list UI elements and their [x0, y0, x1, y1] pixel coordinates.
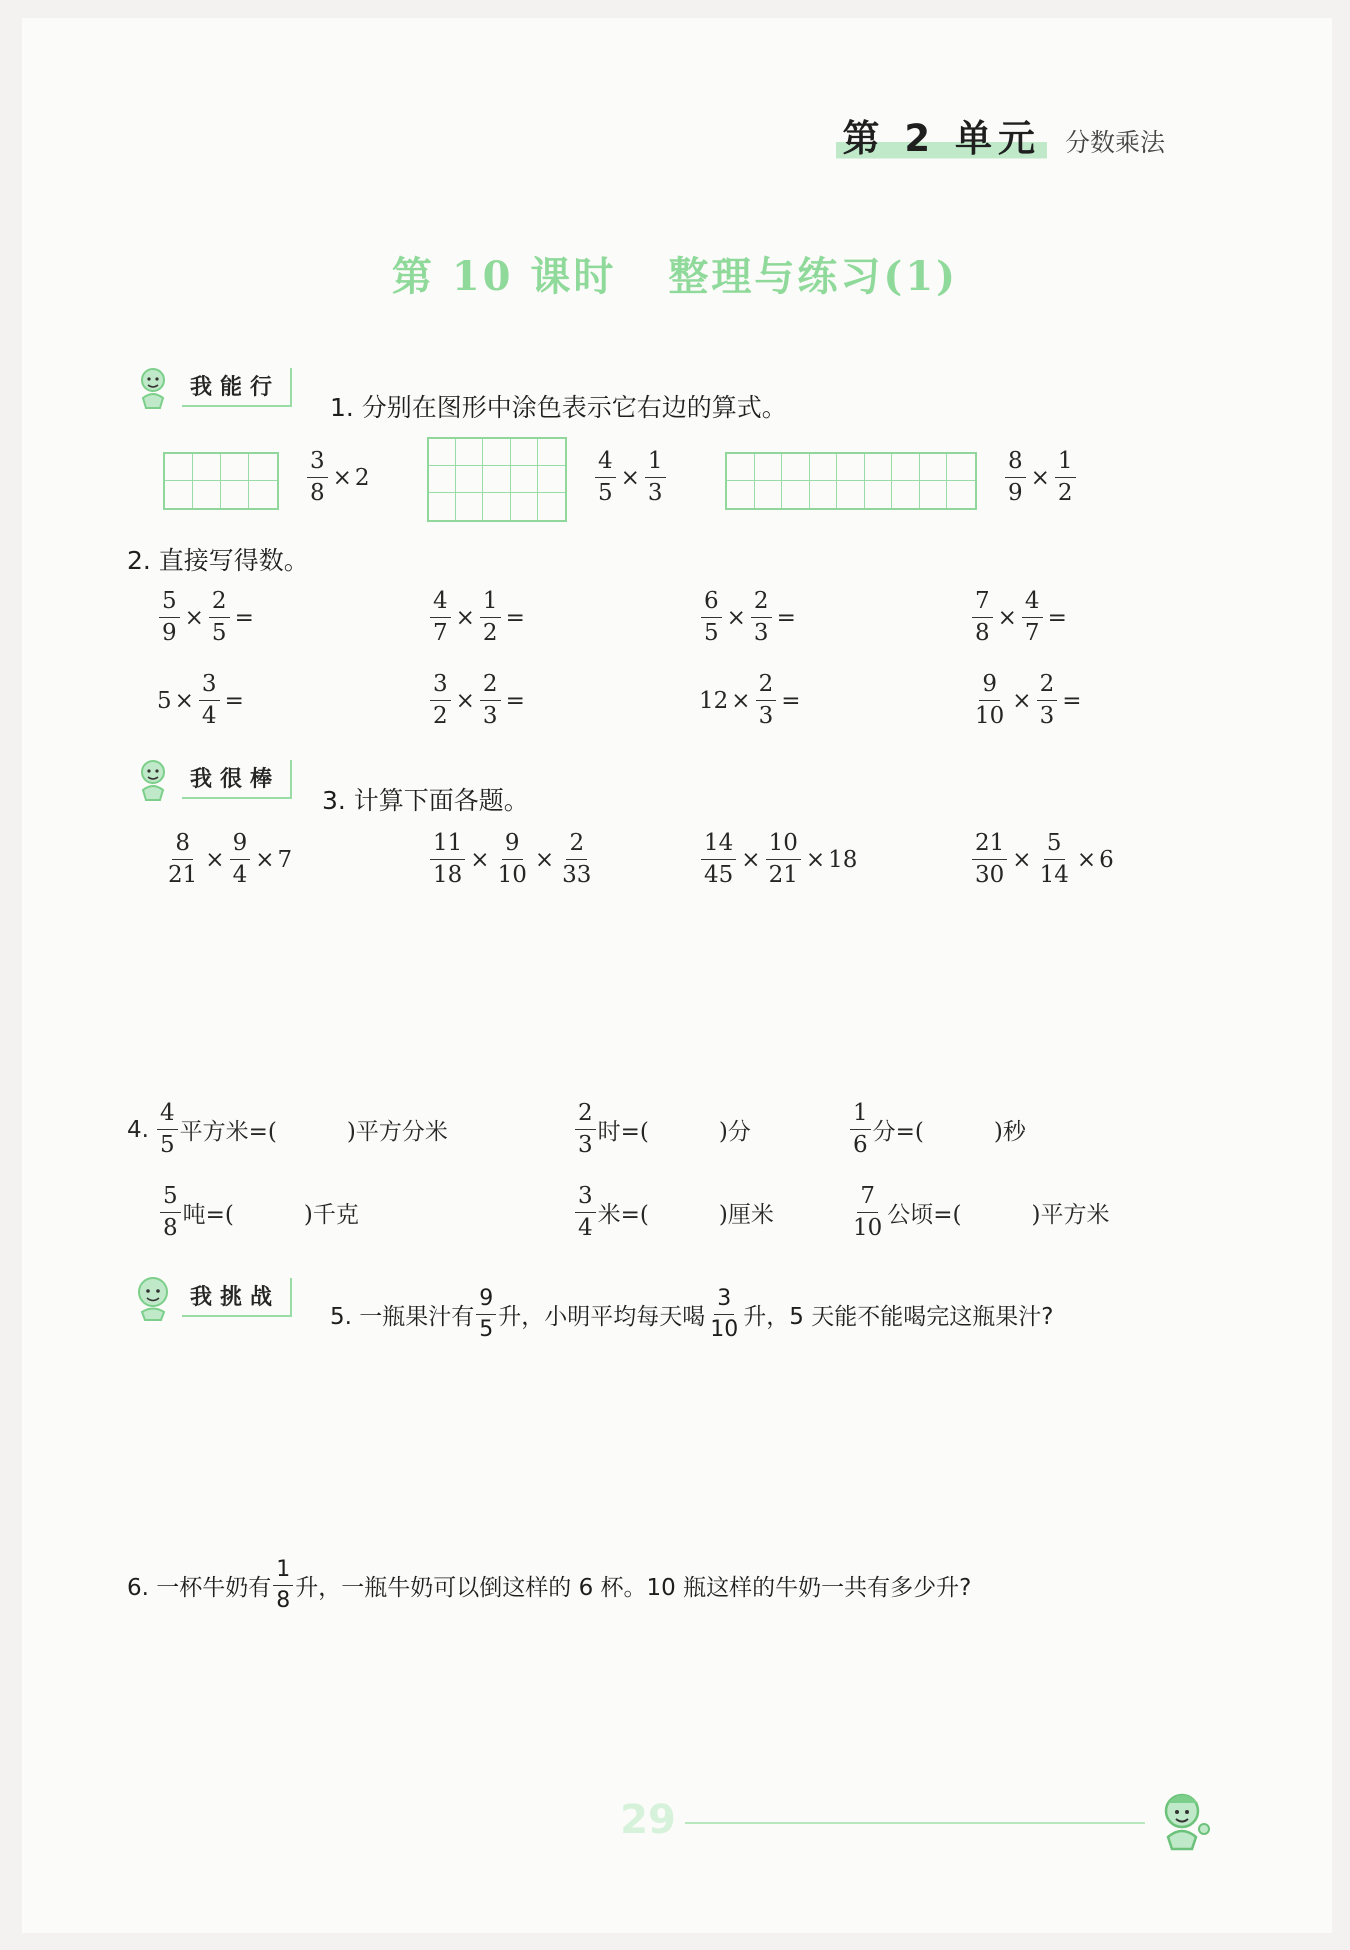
q5-prompt: 5. 一瓶果汁有 $\frac{9}{5}$ 升，小明平均每天喝 $\frac{3}{10}$ 升，5 天能不能喝完这瓶果汁?	[330, 1286, 1054, 1342]
fraction: $\frac{4}{5}$	[595, 450, 616, 505]
q3-item[interactable]: $\frac{8}{21}$ × $\frac{9}{4}$ × 7	[168, 830, 293, 888]
q6-prompt: 6. 一杯牛奶有 $\frac{1}{8}$ 升，一瓶牛奶可以倒这样的 6 杯。10 瓶这样的牛奶一共有多少升?	[127, 1557, 972, 1613]
q4-number: 4.	[127, 1116, 149, 1143]
fraction: $\frac{8}{9}$	[1005, 450, 1026, 505]
q2-item[interactable]: $\frac{5}{9}$ × $\frac{2}{5}$ =	[157, 590, 257, 645]
shading-grid-2[interactable]	[427, 437, 567, 522]
q4-item[interactable]: 4. $\frac{4}{5}$ 平方米=( )平方分米	[127, 1100, 448, 1158]
q3-item[interactable]: $\frac{14}{45}$ × $\frac{10}{21}$ × 18	[699, 832, 857, 887]
q2-prompt: 2. 直接写得数。	[127, 546, 309, 575]
q4-item[interactable]: $\frac{5}{8}$ 吨=( )千克	[158, 1185, 359, 1240]
badge-great	[128, 754, 292, 804]
footer-rule	[685, 1822, 1145, 1824]
badge-can-label: 我能行	[182, 368, 292, 407]
q4-item[interactable]: $\frac{3}{4}$ 米=( )厘米	[573, 1185, 774, 1240]
workbook-page	[22, 18, 1332, 1933]
q4-item[interactable]: $\frac{2}{3}$ 时=( )分	[573, 1102, 751, 1157]
q1-prompt: 1. 分别在图形中涂色表示它右边的算式。	[330, 393, 787, 422]
q2-item[interactable]: 12 × $\frac{2}{3}$ =	[699, 671, 801, 729]
q3-item[interactable]: $\frac{11}{18}$ × $\frac{9}{10}$ × $\frac{2}{33}$	[428, 832, 596, 887]
mascot-icon	[128, 1272, 178, 1322]
badge-challenge	[128, 1272, 292, 1322]
badge-challenge-label: 我挑战	[182, 1278, 292, 1317]
unit-header	[836, 108, 1165, 162]
badge-great-label: 我很棒	[182, 760, 292, 799]
page-number: 29	[620, 1797, 676, 1843]
mascot-icon	[128, 754, 178, 804]
q3-item[interactable]: $\frac{21}{30}$ × $\frac{5}{14}$ × 6	[970, 832, 1114, 887]
q4-item[interactable]: $\frac{7}{10}$ 公顷=( )平方米	[853, 1183, 1110, 1241]
q2-item[interactable]: $\frac{4}{7}$ × $\frac{1}{2}$ =	[428, 590, 528, 645]
q2-item[interactable]: $\frac{9}{10}$ × $\frac{2}{3}$ =	[975, 671, 1082, 729]
q2-item[interactable]: 5 × $\frac{3}{4}$ =	[157, 671, 244, 729]
q2-item[interactable]: $\frac{3}{2}$ × $\frac{2}{3}$ =	[428, 673, 528, 728]
mascot-icon	[1148, 1785, 1218, 1855]
q1-expression-2: $\frac{4}{5}$ × $\frac{1}{3}$	[593, 450, 668, 505]
lesson-number: 第 10 课时	[391, 253, 617, 300]
q1-expression-3: $\frac{8}{9}$ × $\frac{1}{2}$	[1003, 450, 1078, 505]
unit-label: 第 2 单元	[836, 117, 1047, 160]
fraction: $\frac{1}{2}$	[1055, 450, 1076, 505]
mascot-icon	[128, 362, 178, 412]
lesson-title	[0, 245, 1350, 302]
q2-item[interactable]: $\frac{6}{5}$ × $\frac{2}{3}$ =	[699, 590, 799, 645]
badge-can	[128, 362, 292, 412]
shading-grid-1[interactable]	[163, 452, 279, 510]
shading-grid-3[interactable]	[725, 452, 977, 510]
fraction: $\frac{3}{8}$	[307, 450, 328, 505]
q1-expression-1: $\frac{3}{8}$ × 2	[305, 450, 370, 505]
unit-topic: 分数乘法	[1064, 128, 1165, 157]
q4-item[interactable]: $\frac{1}{6}$ 分=( )秒	[848, 1102, 1026, 1157]
q2-item[interactable]: $\frac{7}{8}$ × $\frac{4}{7}$ =	[970, 590, 1070, 645]
q3-prompt: 3. 计算下面各题。	[322, 786, 529, 815]
fraction: $\frac{1}{3}$	[645, 450, 666, 505]
lesson-name: 整理与练习(1)	[668, 253, 959, 300]
